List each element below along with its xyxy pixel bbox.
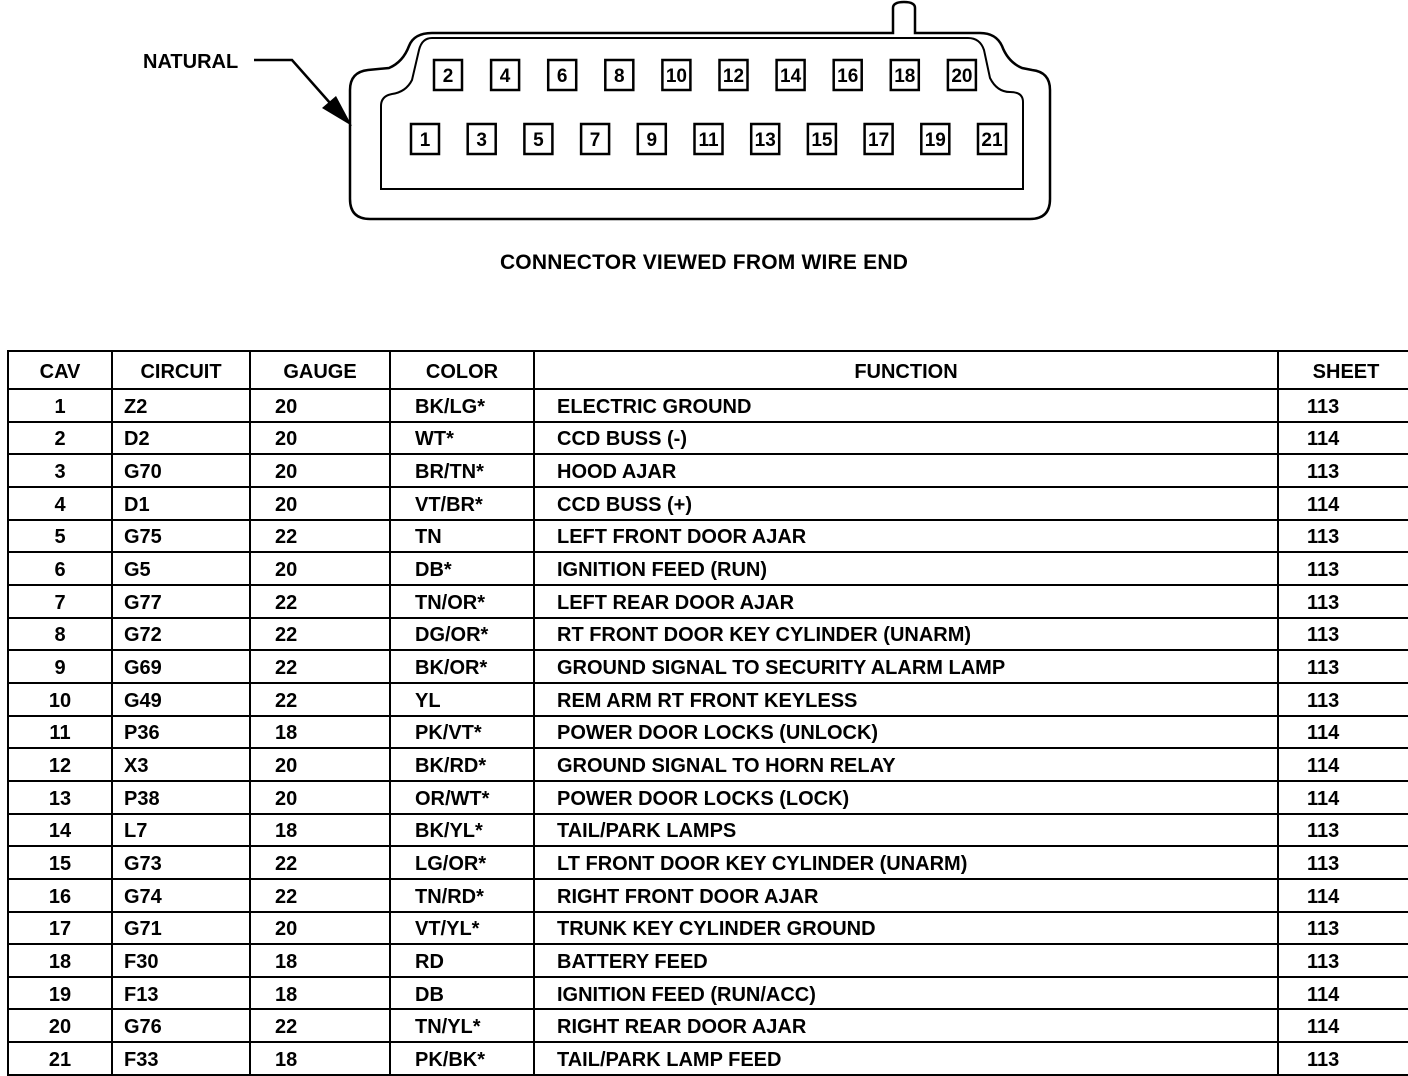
connector-housing: [350, 2, 1050, 219]
cell-circuit: G5: [112, 552, 250, 585]
cell-cav: 19: [8, 977, 112, 1010]
cavity-box: [948, 60, 976, 90]
cavity-number: 1: [419, 130, 431, 151]
cell-sheet: 113: [1278, 944, 1408, 977]
header-sheet: SHEET: [1278, 351, 1408, 389]
cell-color: TN/RD*: [390, 879, 534, 912]
cavity-number: 2: [442, 66, 454, 87]
cell-function: RIGHT REAR DOOR AJAR: [534, 1009, 1278, 1042]
header-gauge: GAUGE: [250, 351, 390, 389]
cell-color: RD: [390, 944, 534, 977]
cavity-box: [978, 124, 1006, 154]
cell-cav: 18: [8, 944, 112, 977]
table-row: [8, 585, 1408, 618]
cell-gauge: 20: [250, 422, 390, 455]
cell-cav: 10: [8, 683, 112, 716]
cell-sheet: 113: [1278, 585, 1408, 618]
cell-sheet: 114: [1278, 977, 1408, 1010]
cell-color: VT/BR*: [390, 487, 534, 520]
cell-color: PK/BK*: [390, 1042, 534, 1075]
cell-function: TAIL/PARK LAMPS: [534, 814, 1278, 847]
cavity-number: 6: [556, 66, 568, 87]
cavity-number: 8: [614, 66, 625, 87]
cell-cav: 11: [8, 716, 112, 749]
cell-gauge: 22: [250, 1009, 390, 1042]
cell-sheet: 114: [1278, 487, 1408, 520]
cell-function: RIGHT FRONT DOOR AJAR: [534, 879, 1278, 912]
cell-gauge: 22: [250, 585, 390, 618]
cavity-number: 16: [837, 66, 859, 87]
cavity-box: [921, 124, 949, 154]
cavity-number: 17: [868, 130, 890, 151]
cell-function: RT FRONT DOOR KEY CYLINDER (UNARM): [534, 618, 1278, 651]
cell-gauge: 20: [250, 552, 390, 585]
cavity-box: [605, 60, 633, 90]
cavity-box: [720, 60, 748, 90]
cavity-number: 5: [533, 130, 544, 151]
table-row: [8, 520, 1408, 553]
cavity-number: 11: [698, 130, 719, 151]
cell-cav: 5: [8, 520, 112, 553]
cell-sheet: 114: [1278, 748, 1408, 781]
cell-circuit: F33: [112, 1042, 250, 1075]
cell-cav: 8: [8, 618, 112, 651]
cell-cav: 14: [8, 814, 112, 847]
cell-circuit: G49: [112, 683, 250, 716]
cell-sheet: 113: [1278, 846, 1408, 879]
cell-function: GROUND SIGNAL TO HORN RELAY: [534, 748, 1278, 781]
cell-color: DG/OR*: [390, 618, 534, 651]
cell-circuit: G77: [112, 585, 250, 618]
cell-circuit: L7: [112, 814, 250, 847]
cell-cav: 17: [8, 912, 112, 945]
cell-cav: 9: [8, 650, 112, 683]
cavity-number: 14: [780, 66, 802, 87]
natural-label: NATURAL: [143, 51, 239, 73]
cell-gauge: 18: [250, 1042, 390, 1075]
cavity-box: [662, 60, 690, 90]
cell-color: BK/OR*: [390, 650, 534, 683]
cavity-number: 4: [499, 66, 511, 87]
table-header-row: [8, 351, 1408, 389]
table-row: [8, 454, 1408, 487]
cell-circuit: G74: [112, 879, 250, 912]
header-circuit: CIRCUIT: [112, 351, 250, 389]
table-row: [8, 912, 1408, 945]
cell-color: OR/WT*: [390, 781, 534, 814]
cell-cav: 12: [8, 748, 112, 781]
bottom-cavity-row: [411, 124, 1006, 154]
cell-circuit: G73: [112, 846, 250, 879]
cell-cav: 1: [8, 389, 112, 422]
cell-function: POWER DOOR LOCKS (LOCK): [534, 781, 1278, 814]
cavity-box: [834, 60, 862, 90]
cell-function: POWER DOOR LOCKS (UNLOCK): [534, 716, 1278, 749]
cell-function: CCD BUSS (+): [534, 487, 1278, 520]
cavity-box: [581, 124, 609, 154]
cell-cav: 6: [8, 552, 112, 585]
cell-color: TN: [390, 520, 534, 553]
cell-sheet: 113: [1278, 814, 1408, 847]
cell-cav: 21: [8, 1042, 112, 1075]
cavity-number: 10: [665, 66, 687, 87]
cell-sheet: 113: [1278, 912, 1408, 945]
cell-circuit: D1: [112, 487, 250, 520]
cell-gauge: 20: [250, 487, 390, 520]
cell-sheet: 113: [1278, 618, 1408, 651]
cell-sheet: 113: [1278, 454, 1408, 487]
natural-leader-line: [254, 60, 338, 112]
cavity-box: [808, 124, 836, 154]
cell-gauge: 18: [250, 814, 390, 847]
cell-sheet: 113: [1278, 1042, 1408, 1075]
cavity-box: [751, 124, 779, 154]
cavity-number: 21: [981, 130, 1003, 151]
cavity-box: [491, 60, 519, 90]
cell-circuit: G70: [112, 454, 250, 487]
cell-color: BR/TN*: [390, 454, 534, 487]
connector-inner-frame: [381, 38, 1023, 189]
cell-gauge: 20: [250, 748, 390, 781]
cell-circuit: G76: [112, 1009, 250, 1042]
cell-cav: 3: [8, 454, 112, 487]
cell-circuit: G75: [112, 520, 250, 553]
cell-sheet: 114: [1278, 879, 1408, 912]
table-row: [8, 487, 1408, 520]
header-color: COLOR: [390, 351, 534, 389]
cell-gauge: 20: [250, 912, 390, 945]
cell-sheet: 113: [1278, 683, 1408, 716]
cell-function: IGNITION FEED (RUN): [534, 552, 1278, 585]
table-row: [8, 618, 1408, 651]
cell-sheet: 114: [1278, 716, 1408, 749]
cell-function: LEFT REAR DOOR AJAR: [534, 585, 1278, 618]
cell-function: LEFT FRONT DOOR AJAR: [534, 520, 1278, 553]
cavity-number: 18: [894, 66, 916, 87]
cell-function: IGNITION FEED (RUN/ACC): [534, 977, 1278, 1010]
cavity-number: 7: [589, 130, 601, 151]
cavity-number: 19: [924, 130, 946, 151]
cell-color: YL: [390, 683, 534, 716]
cell-sheet: 113: [1278, 520, 1408, 553]
cell-cav: 20: [8, 1009, 112, 1042]
cavity-box: [865, 124, 893, 154]
cavity-number: 9: [646, 130, 658, 151]
cell-color: TN/OR*: [390, 585, 534, 618]
header-function: FUNCTION: [534, 351, 1278, 389]
table-row: [8, 1042, 1408, 1075]
table-row: [8, 814, 1408, 847]
cavity-box: [468, 124, 496, 154]
cell-cav: 15: [8, 846, 112, 879]
cell-function: TRUNK KEY CYLINDER GROUND: [534, 912, 1278, 945]
cell-function: ELECTRIC GROUND: [534, 389, 1278, 422]
cell-circuit: F13: [112, 977, 250, 1010]
cell-circuit: G69: [112, 650, 250, 683]
cavity-number: 15: [811, 130, 833, 151]
cell-sheet: 114: [1278, 422, 1408, 455]
cell-sheet: 113: [1278, 552, 1408, 585]
table-row: [8, 1009, 1408, 1042]
cell-function: BATTERY FEED: [534, 944, 1278, 977]
cell-circuit: F30: [112, 944, 250, 977]
cell-function: LT FRONT DOOR KEY CYLINDER (UNARM): [534, 846, 1278, 879]
cavity-number: 20: [951, 66, 973, 87]
table-row: [8, 944, 1408, 977]
cell-sheet: 114: [1278, 781, 1408, 814]
table-row: [8, 683, 1408, 716]
cell-gauge: 22: [250, 683, 390, 716]
cell-gauge: 22: [250, 879, 390, 912]
table-row: [8, 977, 1408, 1010]
cell-circuit: P38: [112, 781, 250, 814]
table-row: [8, 389, 1408, 422]
cell-color: VT/YL*: [390, 912, 534, 945]
cell-gauge: 22: [250, 846, 390, 879]
cell-cav: 7: [8, 585, 112, 618]
cavity-number: 13: [754, 130, 776, 151]
cell-circuit: Z2: [112, 389, 250, 422]
cell-gauge: 20: [250, 454, 390, 487]
cell-function: HOOD AJAR: [534, 454, 1278, 487]
cell-function: REM ARM RT FRONT KEYLESS: [534, 683, 1278, 716]
table-row: [8, 716, 1408, 749]
cell-sheet: 113: [1278, 389, 1408, 422]
cell-function: CCD BUSS (-): [534, 422, 1278, 455]
cavity-box: [411, 124, 439, 154]
table-row: [8, 879, 1408, 912]
cavity-box: [638, 124, 666, 154]
cell-function: TAIL/PARK LAMP FEED: [534, 1042, 1278, 1075]
diagram-caption: CONNECTOR VIEWED FROM WIRE END: [499, 251, 909, 274]
cell-color: BK/RD*: [390, 748, 534, 781]
cell-color: BK/LG*: [390, 389, 534, 422]
cell-gauge: 20: [250, 389, 390, 422]
cell-sheet: 113: [1278, 650, 1408, 683]
table-row: [8, 422, 1408, 455]
cell-cav: 4: [8, 487, 112, 520]
cell-color: PK/VT*: [390, 716, 534, 749]
cell-gauge: 22: [250, 650, 390, 683]
cell-sheet: 114: [1278, 1009, 1408, 1042]
cell-circuit: G71: [112, 912, 250, 945]
cavity-box: [548, 60, 576, 90]
cavity-box: [524, 124, 552, 154]
cavity-number: 3: [476, 130, 487, 151]
top-cavity-row: [434, 60, 976, 90]
cell-gauge: 20: [250, 781, 390, 814]
cell-color: DB: [390, 977, 534, 1010]
cell-gauge: 18: [250, 716, 390, 749]
table-row: [8, 781, 1408, 814]
connector-pinout-table: [7, 350, 1408, 1076]
cell-color: BK/YL*: [390, 814, 534, 847]
table-row: [8, 748, 1408, 781]
cell-color: DB*: [390, 552, 534, 585]
cell-circuit: X3: [112, 748, 250, 781]
cavity-box: [891, 60, 919, 90]
cell-cav: 2: [8, 422, 112, 455]
cell-gauge: 18: [250, 944, 390, 977]
cell-color: TN/YL*: [390, 1009, 534, 1042]
cavity-box: [434, 60, 462, 90]
cell-circuit: G72: [112, 618, 250, 651]
cavity-box: [777, 60, 805, 90]
cell-cav: 16: [8, 879, 112, 912]
cavity-number: 12: [722, 66, 745, 87]
table-row: [8, 650, 1408, 683]
cell-color: WT*: [390, 422, 534, 455]
cell-gauge: 22: [250, 618, 390, 651]
cell-cav: 13: [8, 781, 112, 814]
header-cav: CAV: [8, 351, 112, 389]
cell-circuit: D2: [112, 422, 250, 455]
cell-color: LG/OR*: [390, 846, 534, 879]
cell-gauge: 22: [250, 520, 390, 553]
cell-function: GROUND SIGNAL TO SECURITY ALARM LAMP: [534, 650, 1278, 683]
cell-gauge: 18: [250, 977, 390, 1010]
cell-circuit: P36: [112, 716, 250, 749]
table-row: [8, 552, 1408, 585]
cavity-box: [695, 124, 723, 154]
table-row: [8, 846, 1408, 879]
